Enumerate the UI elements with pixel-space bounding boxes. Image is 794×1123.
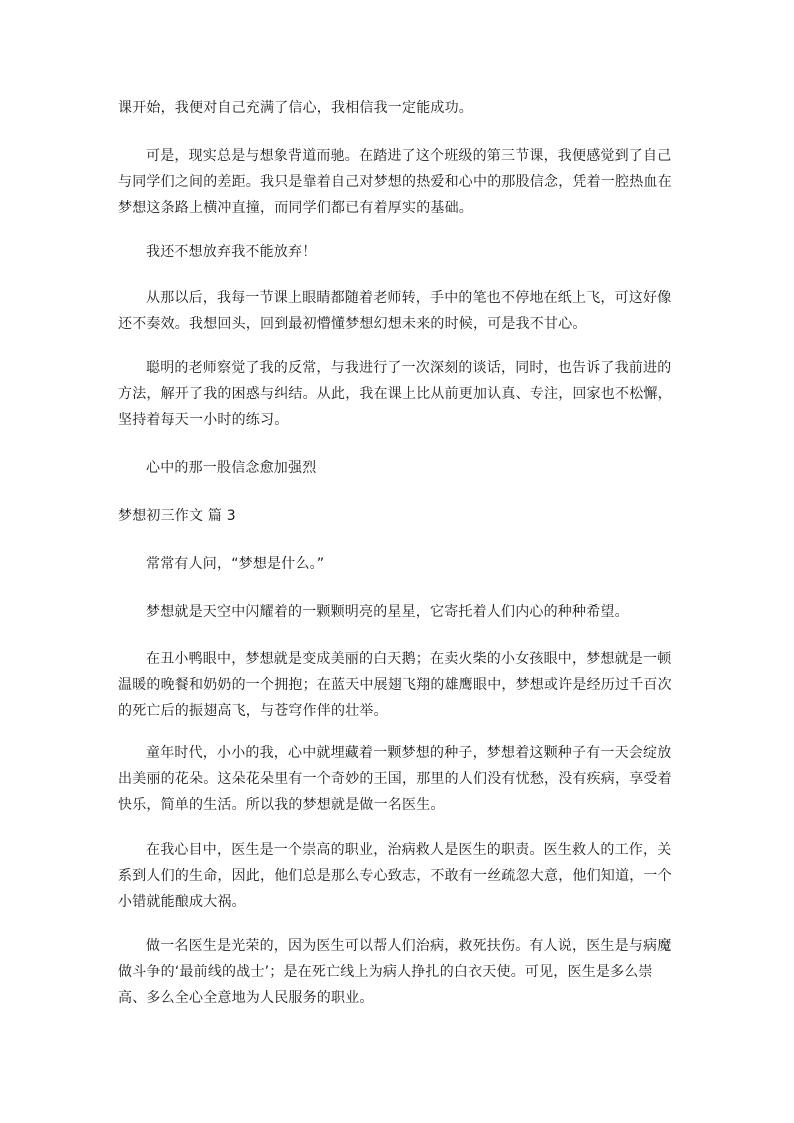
paragraph-6: 心中的那一股信念愈加强烈 [146, 460, 317, 476]
section-heading: 梦想初三作文 篇 3 [118, 508, 236, 524]
paragraph-2: 可是，现实总是与想象背道而驰。在踏进了这个班级的第三节课，我便感觉到了自己与同学们之间的差距。我只是靠着自己对梦想的热爱和心中的那股信念，凭着一腔热血在梦想这条路上横冲直撞，而同学们都已有着厚实的基础。 [118, 148, 672, 216]
paragraph-3: 我还不想放弃我不能放弃！ [146, 244, 317, 260]
paragraph-1: 课开始，我便对自己充满了信心，我相信我一定能成功。 [118, 100, 473, 116]
paragraph-5: 聪明的老师察觉了我的反常，与我进行了一次深刻的谈话，同时，也告诉了我前进的方法，解开了我的困惑与纠结。从此，我在课上比从前更加认真、专注，回家也不松懈，坚持着每天一小时的练习。 [118, 360, 672, 428]
paragraph-10: 童年时代，小小的我，心中就埋藏着一颗梦想的种子，梦想着这颗种子有一天会绽放出美丽的花朵。这朵花朵里有一个奇妙的王国，那里的人们没有忧愁，没有疾病，享受着快乐，简单的生活。所以我的梦想就是做一名医生。 [118, 745, 672, 813]
paragraph-12: 做一名医生是光荣的，因为医生可以帮人们治病，救死扶伤。有人说，医生是与病魔做斗争的‘最前线的战士’；是在死亡线上为病人挣扎的白衣天使。可见，医生是多么崇高、多么全心全意地为人民服务的职业。 [118, 938, 672, 1006]
paragraph-7: 常常有人问，“梦想是什么。” [146, 556, 325, 572]
paragraph-8: 梦想就是天空中闪耀着的一颗颗明亮的星星，它寄托着人们内心的种种希望。 [146, 604, 629, 620]
paragraph-9: 在丑小鸭眼中，梦想就是变成美丽的白天鹅；在卖火柴的小女孩眼中，梦想就是一顿温暖的晚餐和奶奶的一个拥抱；在蓝天中展翅飞翔的雄鹰眼中，梦想或许是经历过千百次的死亡后的振翅高飞，与苍穹作伴的壮举。 [118, 651, 672, 719]
paragraph-4: 从那以后，我每一节课上眼睛都随着老师转，手中的笔也不停地在纸上飞，可这好像还不奏效。我想回头，回到最初懵懂梦想幻想未来的时候，可是我不甘心。 [118, 290, 672, 332]
paragraph-11: 在我心目中，医生是一个崇高的职业，治病救人是医生的职责。医生救人的工作，关系到人们的生命，因此，他们总是那么专心致志，不敢有一丝疏忽大意，他们知道，一个小错就能酿成大祸。 [118, 842, 672, 910]
